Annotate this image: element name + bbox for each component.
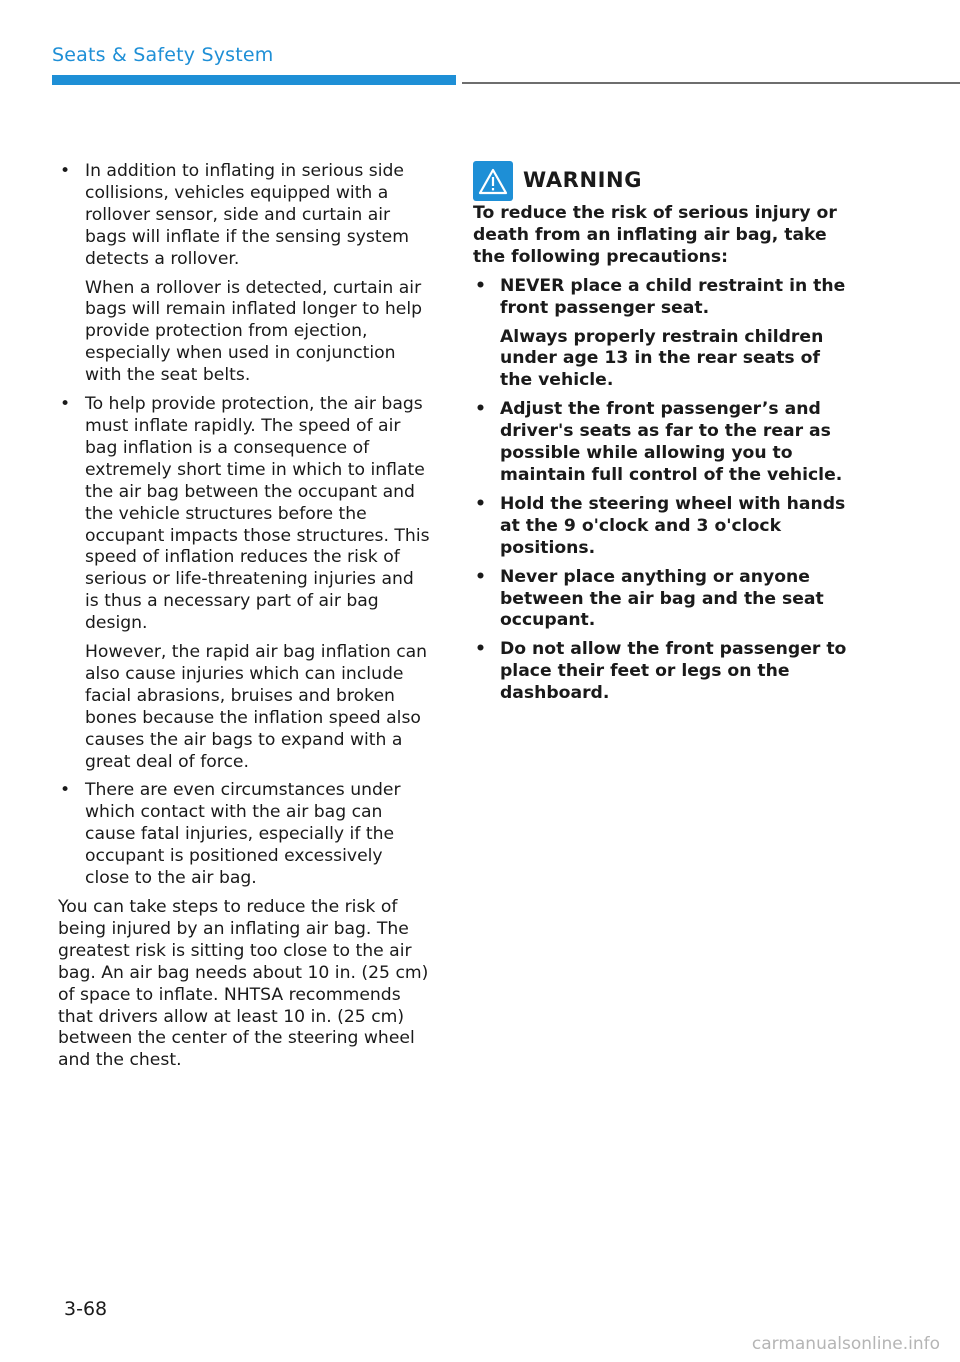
list-item-detail: When a rollover is detected, curtain air bags will remain inflated longer to help provide protection from ejection, especially when used in conjunction with the seat belts. bbox=[85, 277, 423, 386]
warning-intro: To reduce the risk of serious injury or death from an inflating air bag, take the following precautions: bbox=[473, 203, 837, 267]
list-item: • In addition to inflating in serious side collisions, vehicles equipped with a rollover sensor, side and curtain air bags will inflate if the sensing system detects a rollover. bbox=[58, 161, 430, 271]
warning-item-detail: Always properly restrain children under age 13 in the rear seats of the vehicle. bbox=[500, 326, 824, 391]
watermark: carmanualsonline.info bbox=[751, 1334, 940, 1354]
header-accent-bar bbox=[52, 75, 456, 85]
warning-item: • NEVER place a child restraint in the front passenger seat. bbox=[473, 276, 855, 320]
warning-label: WARNING bbox=[523, 168, 643, 193]
list-item: • To help provide protection, the air bags must inflate rapidly. The speed of air bag inflation is a consequence of extremely short time in which to inflate the air bag between the occupant and the vehicle structures before the occupant impacts those structures. This speed of inflation reduces the risk of serious or life-threatening injuries and is thus a necessary part of air bag design. bbox=[58, 394, 430, 635]
warning-item: • Do not allow the front passenger to place their feet or legs on the dashboard. bbox=[473, 639, 855, 705]
list-item: • There are even circumstances under which contact with the air bag can cause fatal injuries, especially if the occupant is positioned excessively close to the air bag. bbox=[58, 780, 430, 890]
page-number: 3-68 bbox=[64, 1298, 108, 1320]
warning-heading bbox=[473, 161, 855, 201]
left-column bbox=[58, 161, 430, 1072]
warning-item: • Adjust the front passenger’s and driver's seats as far to the rear as possible while allowing you to maintain full control of the vehicle. bbox=[473, 399, 855, 487]
warning-item: • Never place anything or anyone between the air bag and the seat occupant. bbox=[473, 567, 855, 633]
header-title: Seats & Safety System bbox=[52, 44, 274, 66]
warning-box bbox=[473, 161, 855, 712]
body-paragraph: You can take steps to reduce the risk of being injured by an inflating air bag. The greatest risk is sitting too close to the air bag. An air bag needs about 10 in. (25 cm) of space to inflate. NHTSA recommends that drivers allow at least 10 in. (25 cm) between the center of the steering wheel and the chest. bbox=[58, 897, 429, 1071]
warning-item: • Hold the steering wheel with hands at the 9 o'clock and 3 o'clock positions. bbox=[473, 494, 855, 560]
header-divider-line bbox=[462, 82, 960, 84]
list-item-detail: However, the rapid air bag inflation can also cause injuries which can include facial abrasions, bruises and broken bones because the inflation speed also causes the air bags to expand with a great deal of force. bbox=[85, 642, 428, 772]
warning-triangle-icon bbox=[473, 161, 513, 201]
